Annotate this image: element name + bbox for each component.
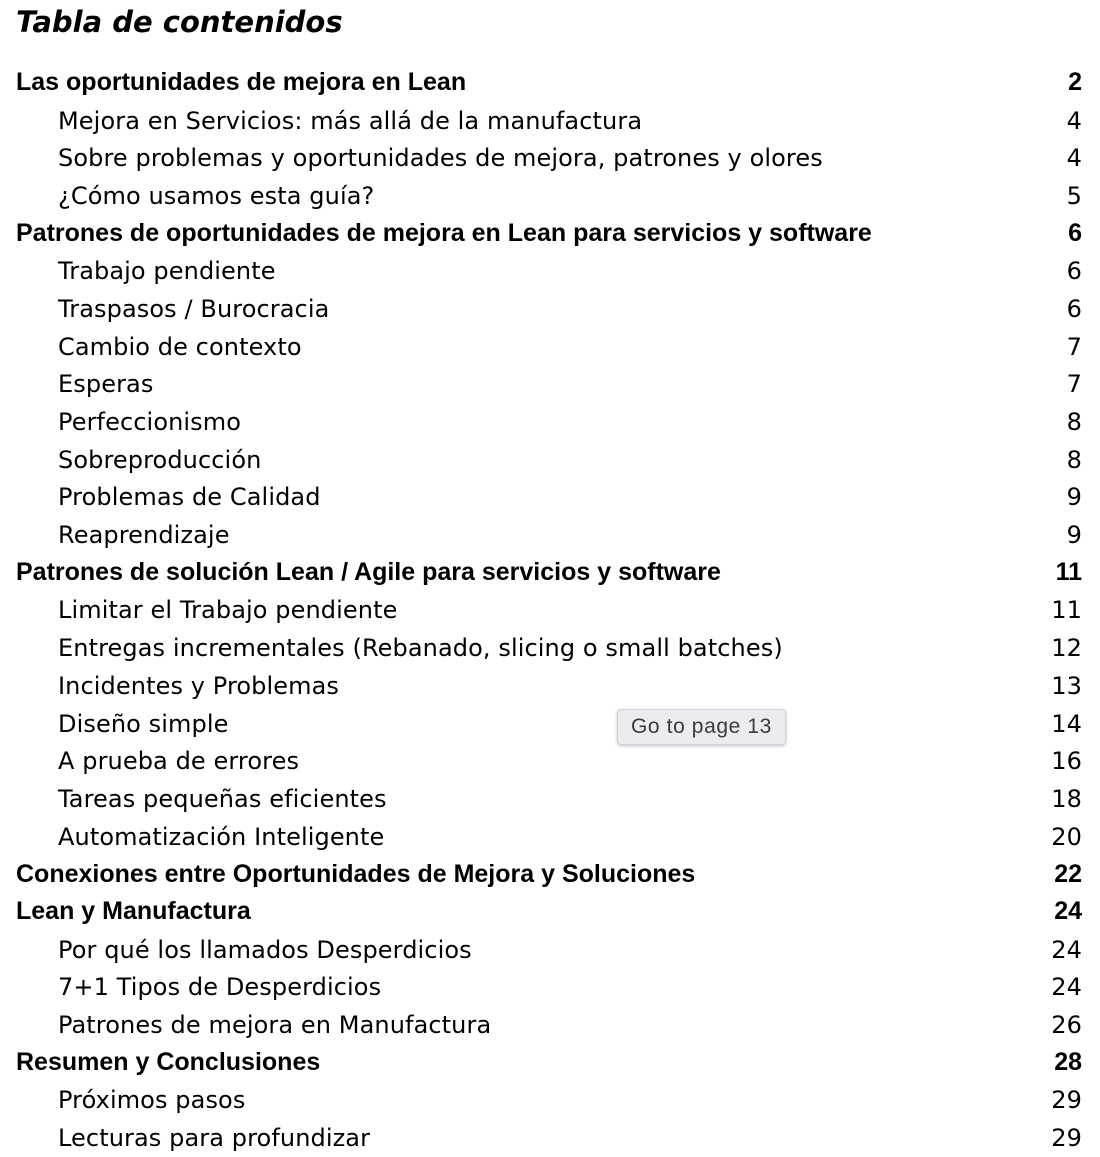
toc-entry-page-number[interactable]: 24 <box>1054 897 1082 926</box>
toc-entry-label[interactable]: 7+1 Tipos de Desperdicios <box>58 973 382 1002</box>
toc-subheading-entry[interactable] <box>0 1119 1100 1157</box>
toc-heading-entry[interactable] <box>0 554 1100 592</box>
toc-entry-label[interactable]: Patrones de mejora en Manufactura <box>58 1011 492 1040</box>
toc-subheading-entry[interactable] <box>0 252 1100 290</box>
toc-entry-label[interactable]: Problemas de Calidad <box>58 483 321 512</box>
toc-entry-page-number[interactable]: 7 <box>1066 370 1082 399</box>
toc-subheading-entry[interactable] <box>0 139 1100 177</box>
toc-entry-label[interactable]: Mejora en Servicios: más allá de la manufactura <box>58 106 643 135</box>
toc-entry-page-number[interactable]: 9 <box>1066 483 1082 512</box>
toc-entry-label[interactable]: Resumen y Conclusiones <box>16 1048 321 1077</box>
toc-subheading-entry[interactable] <box>0 667 1100 705</box>
toc-subheading-entry[interactable] <box>0 818 1100 856</box>
toc-entry-page-number[interactable]: 2 <box>1068 68 1082 97</box>
toc-heading-entry[interactable] <box>0 64 1100 102</box>
toc-entry-label[interactable]: ¿Cómo usamos esta guía? <box>58 181 375 210</box>
toc-list <box>0 64 1100 1157</box>
toc-heading-entry[interactable] <box>0 215 1100 253</box>
toc-entry-label[interactable]: A prueba de errores <box>58 747 300 776</box>
toc-heading-entry[interactable] <box>0 893 1100 931</box>
toc-entry-page-number[interactable]: 5 <box>1066 181 1082 210</box>
toc-entry-page-number[interactable]: 6 <box>1068 219 1082 248</box>
toc-subheading-entry[interactable] <box>0 441 1100 479</box>
toc-entry-label[interactable]: Patrones de oportunidades de mejora en Lean para servicios y software <box>16 219 872 248</box>
toc-entry-page-number[interactable]: 29 <box>1051 1124 1082 1153</box>
toc-entry-page-number[interactable]: 8 <box>1066 408 1082 437</box>
toc-subheading-entry[interactable] <box>0 328 1100 366</box>
toc-subheading-entry[interactable] <box>0 780 1100 818</box>
toc-subheading-entry[interactable] <box>0 516 1100 554</box>
toc-entry-page-number[interactable]: 4 <box>1066 106 1082 135</box>
toc-entry-page-number[interactable]: 24 <box>1051 973 1082 1002</box>
toc-entry-label[interactable]: Sobreproducción <box>58 445 262 474</box>
toc-entry-label[interactable]: Entregas incrementales (Rebanado, slicing o small batches) <box>58 634 783 663</box>
toc-entry-label[interactable]: Incidentes y Problemas <box>58 671 340 700</box>
toc-entry-label[interactable]: Traspasos / Burocracia <box>58 294 330 323</box>
toc-entry-page-number[interactable]: 18 <box>1051 784 1082 813</box>
toc-entry-page-number[interactable]: 20 <box>1051 822 1082 851</box>
toc-entry-page-number[interactable]: 11 <box>1051 596 1082 625</box>
toc-subheading-entry[interactable] <box>0 366 1100 404</box>
go-to-page-tooltip: Go to page 13 <box>617 709 786 745</box>
toc-heading-entry[interactable] <box>0 1044 1100 1082</box>
toc-entry-label[interactable]: Automatización Inteligente <box>58 822 385 851</box>
toc-entry-label[interactable]: Las oportunidades de mejora en Lean <box>16 68 467 97</box>
toc-entry-page-number[interactable]: 29 <box>1051 1086 1082 1115</box>
toc-entry-page-number[interactable]: 13 <box>1051 671 1082 700</box>
toc-subheading-entry[interactable] <box>0 479 1100 517</box>
toc-subheading-entry[interactable] <box>0 1006 1100 1044</box>
toc-entry-page-number[interactable]: 6 <box>1066 294 1082 323</box>
toc-subheading-entry[interactable] <box>0 969 1100 1007</box>
toc-entry-page-number[interactable]: 9 <box>1066 521 1082 550</box>
toc-entry-page-number[interactable]: 14 <box>1051 709 1082 738</box>
toc-subheading-entry[interactable] <box>0 177 1100 215</box>
toc-entry-page-number[interactable]: 12 <box>1051 634 1082 663</box>
toc-entry-label[interactable]: Por qué los llamados Desperdicios <box>58 935 472 964</box>
toc-entry-page-number[interactable]: 16 <box>1051 747 1082 776</box>
toc-entry-page-number[interactable]: 7 <box>1066 332 1082 361</box>
toc-subheading-entry[interactable] <box>0 1082 1100 1120</box>
toc-subheading-entry[interactable] <box>0 931 1100 969</box>
toc-subheading-entry[interactable] <box>0 403 1100 441</box>
toc-entry-label[interactable]: Tareas pequeñas eficientes <box>58 784 387 813</box>
toc-entry-page-number[interactable]: 8 <box>1066 445 1082 474</box>
toc-entry-label[interactable]: Perfeccionismo <box>58 408 242 437</box>
toc-entry-page-number[interactable]: 11 <box>1055 558 1082 587</box>
toc-entry-page-number[interactable]: 28 <box>1054 1048 1082 1077</box>
toc-entry-label[interactable]: Próximos pasos <box>58 1086 246 1115</box>
toc-entry-label[interactable]: Sobre problemas y oportunidades de mejora, patrones y olores <box>58 144 823 173</box>
toc-heading-entry[interactable] <box>0 855 1100 893</box>
toc-title: Tabla de contenidos <box>16 5 343 39</box>
toc-subheading-entry[interactable] <box>0 290 1100 328</box>
toc-entry-label[interactable]: Cambio de contexto <box>58 332 302 361</box>
toc-entry-page-number[interactable]: 24 <box>1051 935 1082 964</box>
toc-entry-label[interactable]: Limitar el Trabajo pendiente <box>58 596 398 625</box>
toc-subheading-entry[interactable] <box>0 102 1100 140</box>
toc-entry-label[interactable]: Diseño simple <box>58 709 229 738</box>
toc-entry-label[interactable]: Reaprendizaje <box>58 521 230 550</box>
toc-subheading-entry[interactable] <box>0 742 1100 780</box>
toc-entry-label[interactable]: Lean y Manufactura <box>16 897 251 926</box>
toc-subheading-entry[interactable] <box>0 705 1100 743</box>
toc-entry-page-number[interactable]: 22 <box>1054 859 1082 888</box>
toc-entry-page-number[interactable]: 4 <box>1066 144 1082 173</box>
toc-entry-label[interactable]: Esperas <box>58 370 154 399</box>
toc-entry-label[interactable]: Patrones de solución Lean / Agile para servicios y software <box>16 558 721 587</box>
toc-subheading-entry[interactable] <box>0 592 1100 630</box>
toc-entry-label[interactable]: Conexiones entre Oportunidades de Mejora y Soluciones <box>16 859 696 888</box>
toc-entry-page-number[interactable]: 26 <box>1051 1011 1082 1040</box>
toc-entry-label[interactable]: Trabajo pendiente <box>58 257 276 286</box>
toc-entry-label[interactable]: Lecturas para profundizar <box>58 1124 371 1153</box>
toc-entry-page-number[interactable]: 6 <box>1066 257 1082 286</box>
toc-subheading-entry[interactable] <box>0 629 1100 667</box>
